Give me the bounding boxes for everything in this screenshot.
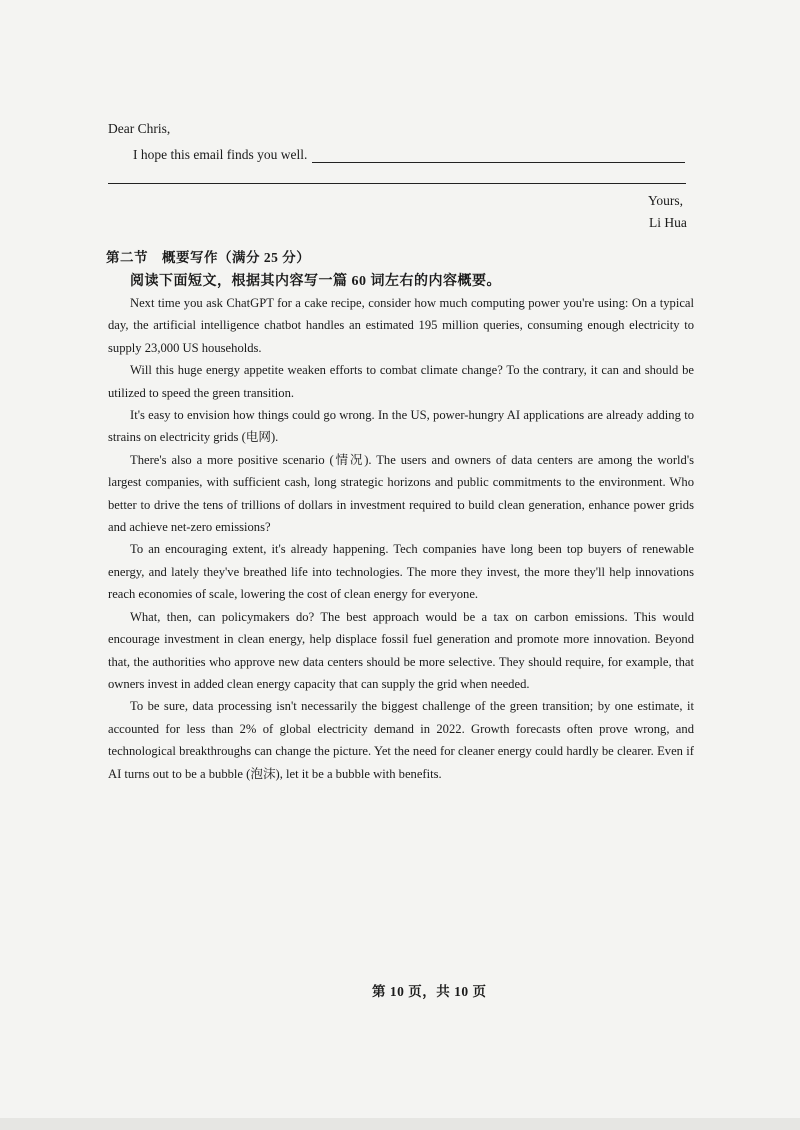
- passage-paragraph-5: To an encouraging extent, it's already happening. Tech companies have long been top buyers of renewable energy, and lately they've breathed life into technologies. The more they invest, the more they'll help innovations reach economies of scale, lowering the cost of clean energy for everyone.: [108, 542, 694, 602]
- page-number: 第 10 页，共 10 页: [372, 984, 487, 999]
- passage-paragraph-6: What, then, can policymakers do? The best approach would be a tax on carbon emissions. This would encourage investment in clean energy, help displace fossil fuel generation and promote more innovation. Beyond that, the authorities who approve new data centers should be more selective. They should require, for example, that owners invest in added clean energy capacity that can supply the grid when needed.: [108, 609, 694, 691]
- passage-paragraph-4: There's also a more positive scenario (情况). The users and owners of data centers are among the world's largest companies, with sufficient cash, long strategic horizons and public commitments to the environment. Who better to drive the tens of trillions of dollars in investment required to build clean generation, enhance power grids and achieve net-zero emissions?: [108, 452, 694, 535]
- answer-blank-line-2: [108, 183, 686, 184]
- passage-paragraph-1: Next time you ask ChatGPT for a cake recipe, consider how much computing power you're using: On a typical day, the artificial intelligence chatbot handles an estimated 195 million queries, consuming enough electricity to supply 23,000 US households.: [108, 296, 694, 355]
- scan-bottom-edge: [0, 1118, 800, 1130]
- letter-salutation: Dear Chris,: [108, 121, 171, 136]
- answer-blank-line-1: [312, 162, 685, 163]
- passage-paragraph-3: It's easy to envision how things could go wrong. In the US, power-hungry AI applications are already adding to strains on electricity grids (电网).: [108, 408, 694, 445]
- letter-closing: Yours,: [648, 193, 684, 208]
- passage-paragraph-2: Will this huge energy appetite weaken efforts to combat climate change? To the contrary, it can and should be utilized to speed the green transition.: [108, 363, 694, 400]
- letter-opening: I hope this email finds you well.: [133, 147, 308, 162]
- reading-passage: [108, 292, 694, 785]
- section-instruction: 阅读下面短文，根据其内容写一篇 60 词左右的内容概要。: [130, 274, 501, 289]
- section-title: 第二节 概要写作（满分 25 分）: [106, 250, 311, 265]
- letter-signature: Li Hua: [649, 215, 687, 230]
- passage-paragraph-7: To be sure, data processing isn't necessarily the biggest challenge of the green transition; by one estimate, it accounted for less than 2% of global electricity demand in 2022. Growth forecasts often prove wrong, and technological breakthroughs can change the picture. Yet the need for cleaner energy could hardly be clearer. Even if AI turns out to be a bubble (泡沫), let it be a bubble with benefits.: [108, 699, 694, 781]
